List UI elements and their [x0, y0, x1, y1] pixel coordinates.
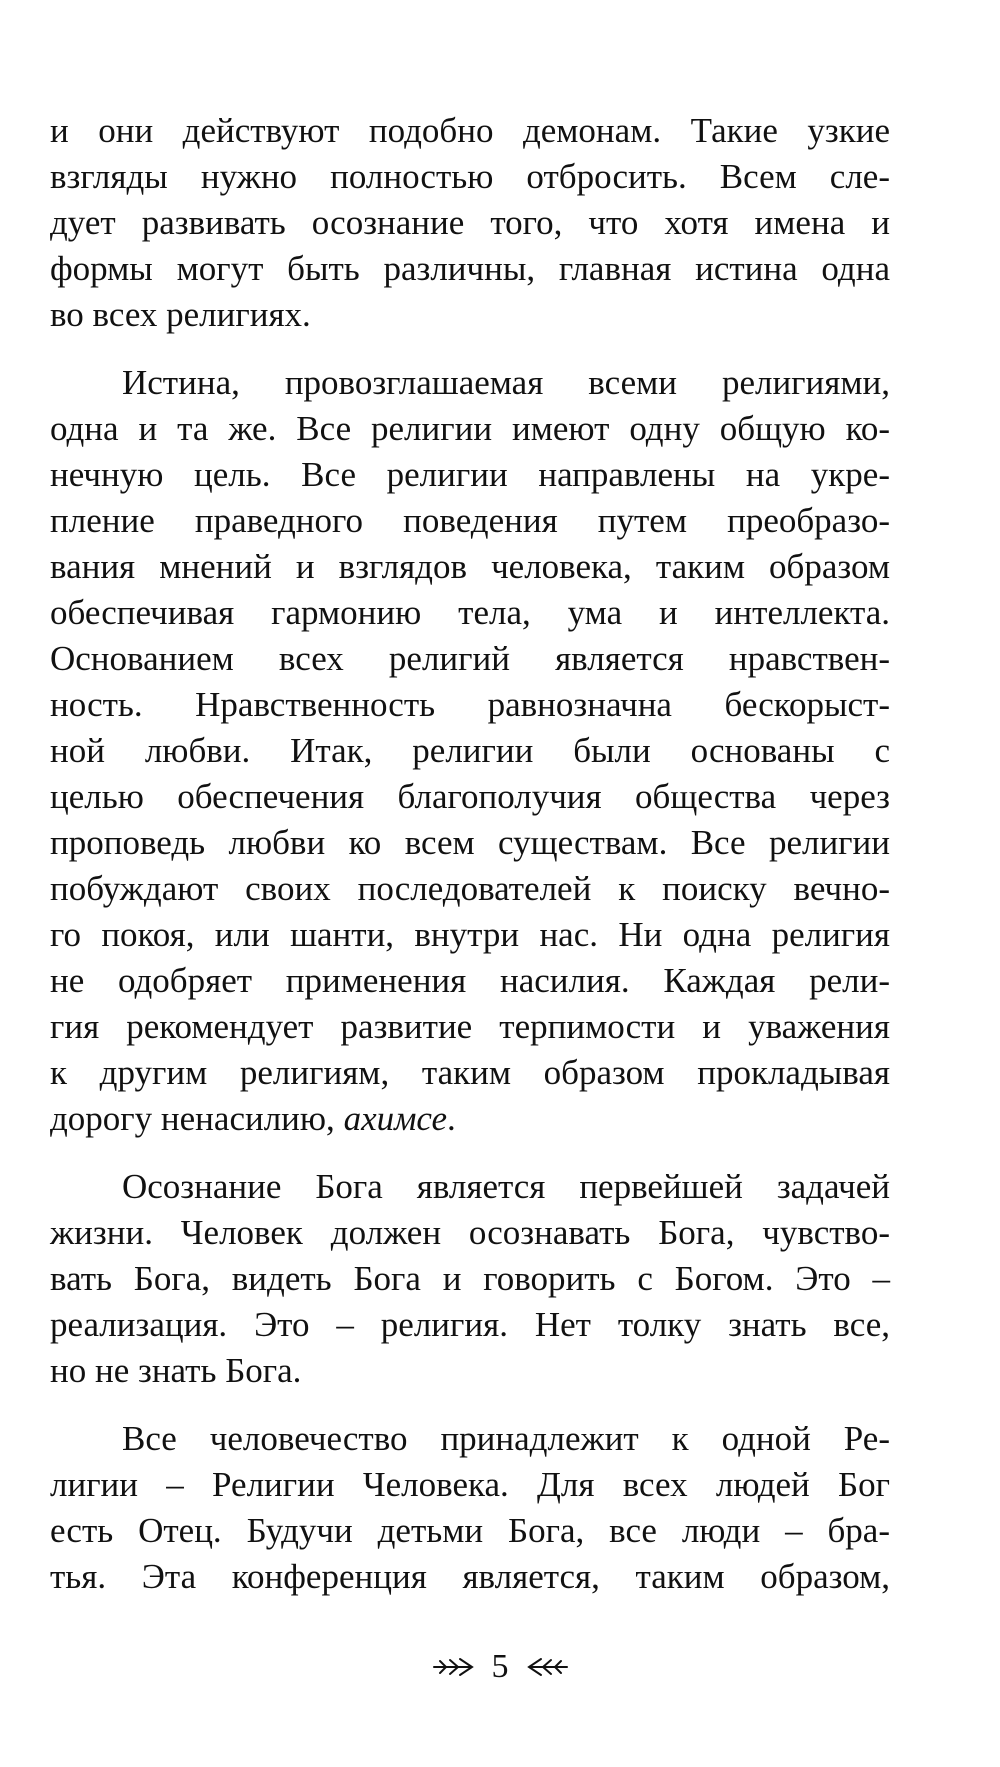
- text-line: есть Отец. Будучи детьми Бога, все люди – бра-: [50, 1511, 890, 1550]
- text-line: го покоя, или шанти, внутри нас. Ни одна религия: [50, 915, 890, 954]
- text-line: к другим религиям, таким образом прокладывая: [50, 1053, 890, 1092]
- text-line: побуждают своих последователей к поиску вечно-: [50, 869, 890, 908]
- text-line: нечную цель. Все религии направлены на укре-: [50, 455, 890, 494]
- text-line: пление праведного поведения путем преобразо-: [50, 501, 890, 540]
- body-text: [50, 108, 890, 1600]
- paragraph-3: [50, 1164, 890, 1394]
- text-line: и они действуют подобно демонам. Такие узкие: [50, 111, 890, 150]
- page-number: 5: [491, 1648, 509, 1685]
- text-line: дует развивать осознание того, что хотя имена и: [50, 203, 890, 242]
- text-line: не одобряет применения насилия. Каждая рели-: [50, 961, 890, 1000]
- text-line: тья. Эта конференция является, таким образом,: [50, 1557, 890, 1596]
- text-line: лигии – Религии Человека. Для всех людей Бог: [50, 1465, 890, 1504]
- page-footer: [0, 1648, 1000, 1686]
- text-line: но не знать Бога.: [50, 1351, 302, 1390]
- arrow-ornament-icon: [523, 1654, 571, 1680]
- text-line: взгляды нужно полностью отбросить. Всем сле-: [50, 157, 890, 196]
- text-line: вания мнений и взглядов человека, таким образом: [50, 547, 890, 586]
- text-line: проповедь любви ко всем существам. Все религии: [50, 823, 890, 862]
- paragraph-1: [50, 108, 890, 338]
- text-line: жизни. Человек должен осознавать Бога, чувство-: [50, 1213, 890, 1252]
- text-line: Основанием всех религий является нравствен-: [50, 639, 890, 678]
- text-line: Все человечество принадлежит к одной Ре-: [122, 1419, 890, 1458]
- text-line: вать Бога, видеть Бога и говорить с Богом. Это –: [50, 1259, 890, 1298]
- text-line: ность. Нравственность равнозначна бескорыст-: [50, 685, 890, 724]
- text-line: формы могут быть различны, главная истина одна: [50, 249, 890, 288]
- text-line: одна и та же. Все религии имеют одну общую ко-: [50, 409, 890, 448]
- text-line: обеспечивая гармонию тела, ума и интеллекта.: [50, 593, 890, 632]
- text-line: реализация. Это – религия. Нет толку знать все,: [50, 1305, 890, 1344]
- text-line: гия рекомендует развитие терпимости и уважения: [50, 1007, 890, 1046]
- text-fragment: дорогу ненасилию,: [50, 1099, 344, 1138]
- text-line: [50, 1096, 890, 1142]
- text-line: Осознание Бога является первейшей задачей: [122, 1167, 890, 1206]
- text-line: ной любви. Итак, религии были основаны с: [50, 731, 890, 770]
- text-line: во всех религиях.: [50, 295, 311, 334]
- text-line: Истина, провозглашаемая всеми религиями,: [122, 363, 890, 402]
- text-fragment: .: [447, 1099, 456, 1138]
- paragraph-4: [50, 1416, 890, 1600]
- text-line: целью обеспечения благополучия общества через: [50, 777, 890, 816]
- paragraph-2: [50, 360, 890, 1142]
- arrow-ornament-icon: [430, 1654, 478, 1680]
- italic-term: ахимсе: [343, 1099, 448, 1138]
